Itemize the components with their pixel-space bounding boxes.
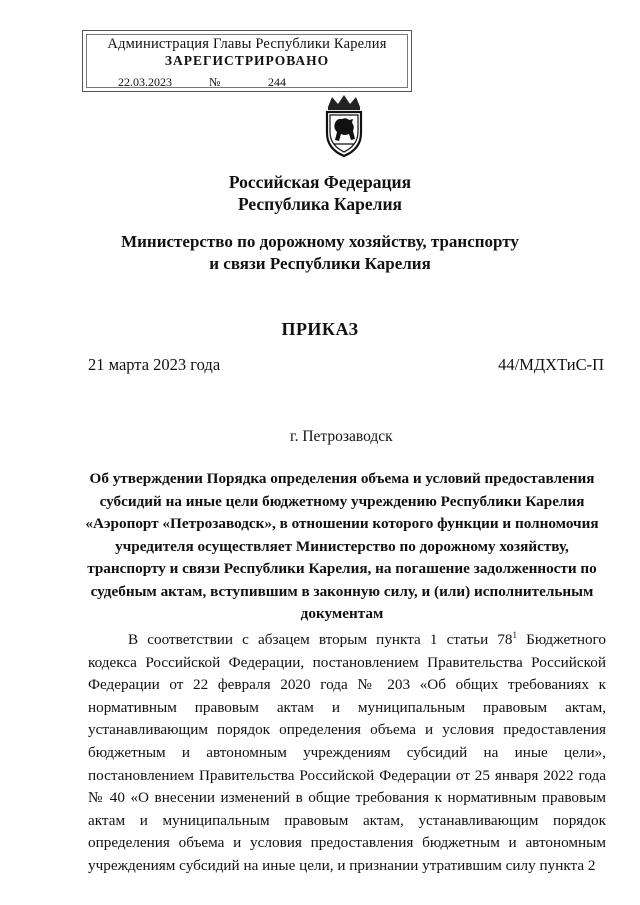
karelia-coat-of-arms-icon xyxy=(322,95,366,157)
body-text-part1: В соответствии с абзацем вторым пункта 1 статьи 78 xyxy=(128,631,513,648)
registration-stamp xyxy=(82,30,412,92)
order-title: ПРИКАЗ xyxy=(281,319,359,339)
order-city: г. Петрозаводск xyxy=(290,428,393,445)
country-name: Российская Федерация xyxy=(228,172,412,192)
ministry-name-line1: Министерство по дорожному хозяйству, транспорту xyxy=(121,232,519,251)
order-body-paragraph xyxy=(88,629,606,878)
stamp-date: 22.03.2023 xyxy=(118,75,172,89)
order-subject: Об утверждении Порядка определения объема и условий предоставления субсидий на иные цели бюджетному учреждению Республики Карелия «Аэропорт «Петрозаводск», в отношении которого функции и полномочия учредителя осуществляет Министерство по дорожному хозяйству, транспорту и связи Республики Карелия, на погашение задолженности по судебным актам, вступившим в законную силу, и (или) исполнительным документам xyxy=(85,470,599,622)
ministry-name-line2: и связи Республики Карелия xyxy=(209,254,431,273)
stamp-number: 244 xyxy=(268,75,286,89)
order-number: 44/МДХТиС-П xyxy=(498,355,604,374)
body-text-part2: Бюджетного кодекса Российской Федерации, постановлением Правительства Российской Федерации от 22 февраля 2020 года № 203 «Об общих требованиях к нормативным правовым актам и муниципальным правовым актам, устанавливающим порядок определения объема и условия предоставления бюджетным и автономным учреждениям субсидий на иные цели», постановлением Правительства Российской Федерации от 25 января 2022 года № 40 «О внесении изменений в общие требования к нормативным правовым актам и муниципальным правовым актам, устанавливающим порядок определения объема и условия предоставления бюджетным и автономным учреждениям субсидий на иные цели, и признании утратившим силу пункта 2 xyxy=(88,631,606,874)
stamp-authority: Администрация Главы Республики Карелия xyxy=(107,36,387,52)
stamp-registered: ЗАРЕГИСТРИРОВАНО xyxy=(164,53,330,68)
body-superscript: 1 xyxy=(512,629,518,640)
stamp-number-label: № xyxy=(209,75,221,89)
republic-name: Республика Карелия xyxy=(237,194,403,214)
order-date: 21 марта 2023 года xyxy=(88,355,221,374)
